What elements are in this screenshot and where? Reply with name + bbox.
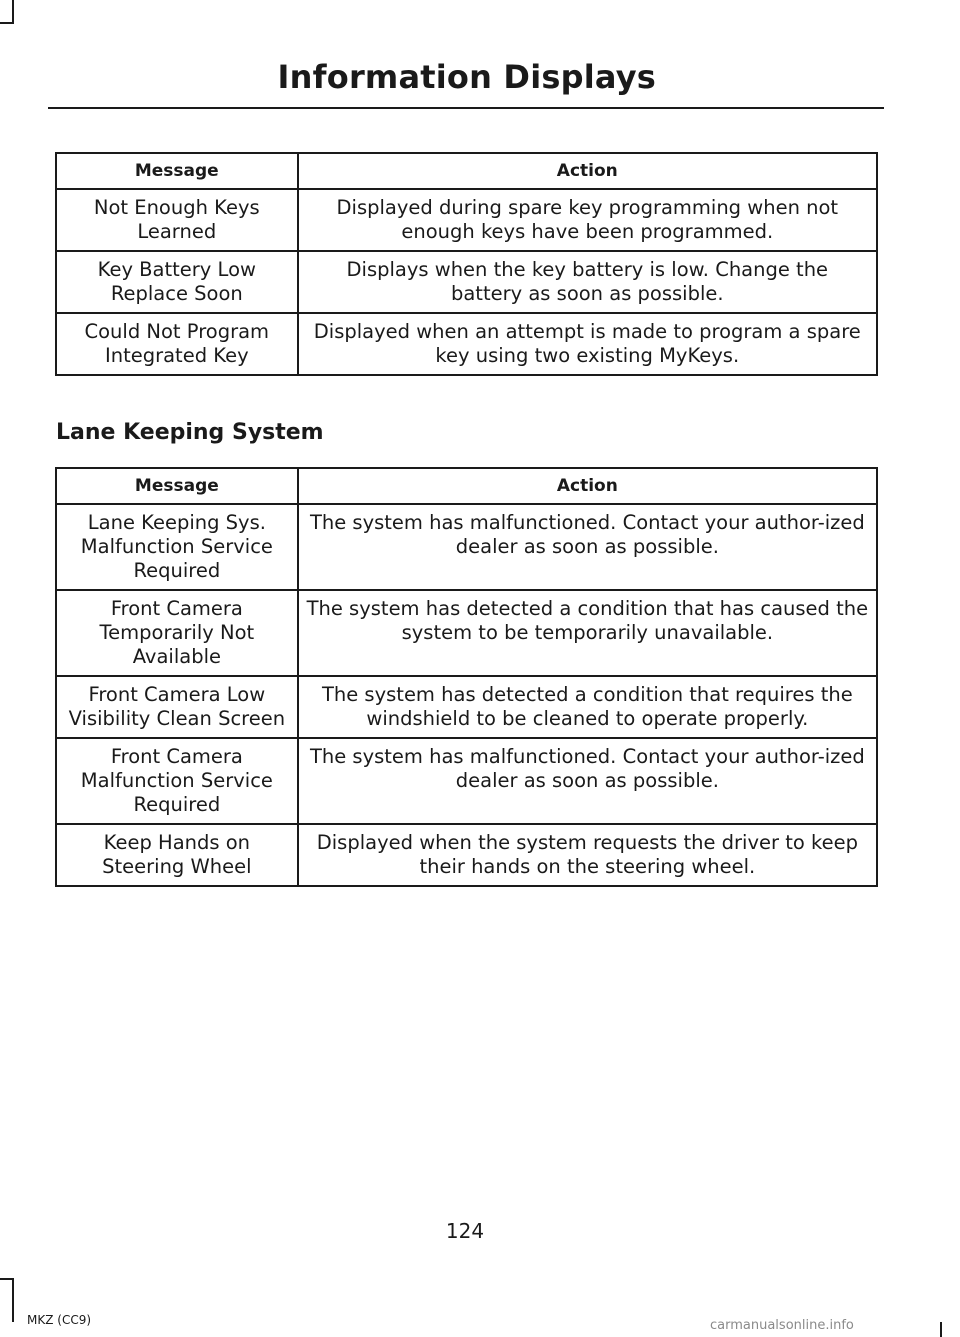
page-number: 124 (445, 1219, 485, 1243)
column-header-action: Action (298, 153, 877, 189)
crop-mark (940, 1322, 942, 1337)
column-header-message: Message (56, 468, 298, 504)
message-cell: Key Battery Low Replace Soon (56, 251, 298, 313)
action-cell: Displays when the key battery is low. Change the battery as soon as possible. (298, 251, 877, 313)
table-row (56, 676, 877, 738)
section-heading: Lane Keeping System (56, 420, 324, 445)
table-row (56, 189, 877, 251)
action-cell: The system has malfunctioned. Contact your author-ized dealer as soon as possible. (298, 504, 877, 590)
action-cell: Displayed when an attempt is made to program a spare key using two existing MyKeys. (298, 313, 877, 375)
lane-keeping-messages-table (55, 467, 878, 887)
message-cell: Front Camera Low Visibility Clean Screen (56, 676, 298, 738)
footer-model-code: MKZ (CC9) (27, 1313, 92, 1327)
column-header-action: Action (298, 468, 877, 504)
table-row (56, 251, 877, 313)
crop-mark (0, 22, 14, 24)
table-row (56, 738, 877, 824)
crop-mark (0, 1278, 14, 1280)
message-cell: Not Enough Keys Learned (56, 189, 298, 251)
column-header-message: Message (56, 153, 298, 189)
message-cell: Keep Hands on Steering Wheel (56, 824, 298, 886)
message-cell: Front Camera Temporarily Not Available (56, 590, 298, 676)
table-row (56, 313, 877, 375)
table-header-row (56, 153, 877, 189)
action-cell: The system has malfunctioned. Contact your author-ized dealer as soon as possible. (298, 738, 877, 824)
table-header-row (56, 468, 877, 504)
message-cell: Lane Keeping Sys. Malfunction Service Required (56, 504, 298, 590)
table-row (56, 504, 877, 590)
page-title: Information Displays (277, 58, 656, 96)
action-cell: The system has detected a condition that has caused the system to be temporarily unavailable. (298, 590, 877, 676)
crop-mark (12, 0, 14, 22)
crop-mark (12, 1278, 14, 1322)
message-cell: Could Not Program Integrated Key (56, 313, 298, 375)
key-messages-table (55, 152, 878, 376)
title-divider (48, 107, 884, 109)
watermark: carmanualsonline.info (710, 1318, 854, 1333)
message-cell: Front Camera Malfunction Service Required (56, 738, 298, 824)
action-cell: Displayed when the system requests the driver to keep their hands on the steering wheel. (298, 824, 877, 886)
table-row (56, 824, 877, 886)
action-cell: The system has detected a condition that requires the windshield to be cleaned to operate properly. (298, 676, 877, 738)
table-row (56, 590, 877, 676)
action-cell: Displayed during spare key programming when not enough keys have been programmed. (298, 189, 877, 251)
